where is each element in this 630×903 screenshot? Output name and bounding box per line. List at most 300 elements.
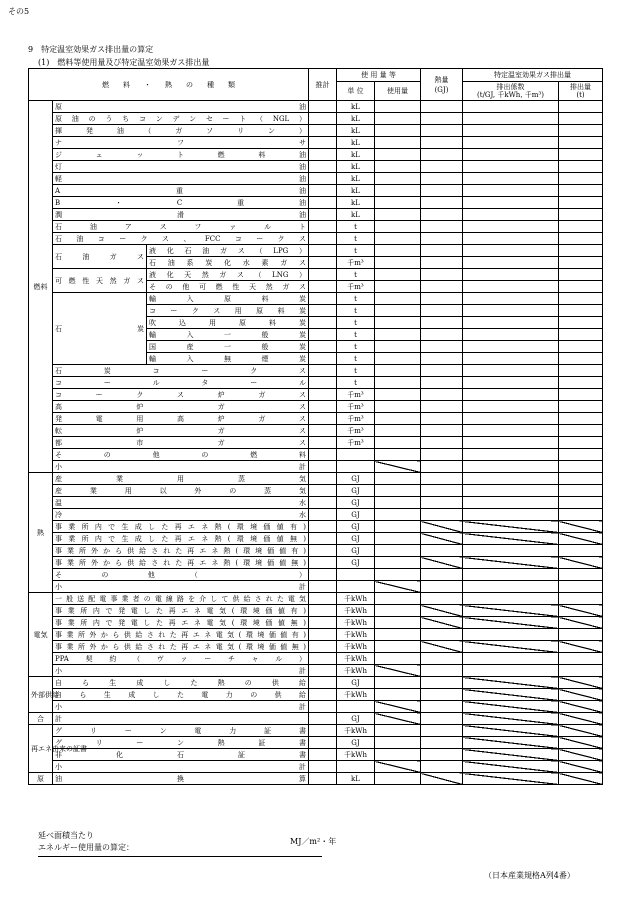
usage-cell[interactable]	[375, 233, 421, 245]
usage-cell[interactable]	[375, 437, 421, 449]
estimate-cell[interactable]	[309, 701, 337, 713]
usage-cell[interactable]	[375, 545, 421, 557]
factor-cell	[463, 521, 559, 533]
table-row	[29, 221, 603, 233]
estimate-cell[interactable]	[309, 389, 337, 401]
row-label: 石油系炭化水素ガス	[147, 257, 309, 269]
factor-cell[interactable]	[463, 413, 559, 425]
heat-cell[interactable]	[421, 245, 463, 257]
heat-cell[interactable]	[421, 593, 463, 605]
usage-cell[interactable]	[375, 125, 421, 137]
factor-cell[interactable]	[463, 629, 559, 641]
estimate-cell[interactable]	[309, 569, 337, 581]
emission-cell[interactable]	[559, 233, 603, 245]
heat-cell[interactable]	[421, 437, 463, 449]
estimate-cell[interactable]	[309, 305, 337, 317]
unit-cell: t	[337, 269, 375, 281]
heat-cell[interactable]	[421, 725, 463, 737]
heat-cell[interactable]	[421, 713, 463, 725]
estimate-cell[interactable]	[309, 773, 337, 785]
usage-cell[interactable]	[375, 413, 421, 425]
emission-cell[interactable]	[559, 281, 603, 293]
estimate-cell[interactable]	[309, 509, 337, 521]
factor-cell[interactable]	[463, 341, 559, 353]
factor-cell[interactable]	[463, 593, 559, 605]
heat-cell[interactable]	[421, 569, 463, 581]
estimate-cell[interactable]	[309, 161, 337, 173]
usage-cell[interactable]	[375, 749, 421, 761]
estimate-cell[interactable]	[309, 341, 337, 353]
table-row	[29, 737, 603, 749]
factor-cell[interactable]	[463, 113, 559, 125]
emission-cell[interactable]	[559, 305, 603, 317]
usage-cell[interactable]	[375, 341, 421, 353]
factor-cell[interactable]	[463, 653, 559, 665]
estimate-cell[interactable]	[309, 317, 337, 329]
usage-cell	[375, 665, 421, 677]
emission-cell[interactable]	[559, 377, 603, 389]
category-certificate: 再エネ由来の証書	[29, 725, 53, 773]
table-row	[29, 485, 603, 497]
estimate-cell[interactable]	[309, 281, 337, 293]
heat-cell[interactable]	[421, 341, 463, 353]
factor-cell[interactable]	[463, 149, 559, 161]
table-row	[29, 197, 603, 209]
factor-cell[interactable]	[463, 221, 559, 233]
table-row	[29, 521, 603, 533]
estimate-cell[interactable]	[309, 581, 337, 593]
heat-cell[interactable]	[421, 125, 463, 137]
estimate-cell[interactable]	[309, 677, 337, 689]
usage-cell[interactable]	[375, 329, 421, 341]
usage-cell[interactable]	[375, 605, 421, 617]
estimate-cell[interactable]	[309, 353, 337, 365]
heat-cell[interactable]	[421, 161, 463, 173]
factor-cell[interactable]	[463, 173, 559, 185]
factor-cell	[463, 773, 559, 785]
factor-cell[interactable]	[463, 461, 559, 473]
unit-cell: t	[337, 377, 375, 389]
estimate-cell[interactable]	[309, 761, 337, 773]
heat-cell[interactable]	[421, 581, 463, 593]
table-row	[29, 413, 603, 425]
usage-cell[interactable]	[375, 173, 421, 185]
factor-cell[interactable]	[463, 353, 559, 365]
heat-cell[interactable]	[421, 485, 463, 497]
estimate-cell[interactable]	[309, 737, 337, 749]
estimate-cell[interactable]	[309, 497, 337, 509]
usage-cell[interactable]	[375, 113, 421, 125]
estimate-cell[interactable]	[309, 713, 337, 725]
factor-cell[interactable]	[463, 437, 559, 449]
heat-cell[interactable]	[421, 389, 463, 401]
usage-cell[interactable]	[375, 677, 421, 689]
unit-cell: 千m³	[337, 413, 375, 425]
heat-cell[interactable]	[421, 173, 463, 185]
estimate-cell[interactable]	[309, 413, 337, 425]
usage-cell[interactable]	[375, 257, 421, 269]
factor-cell[interactable]	[463, 449, 559, 461]
estimate-cell[interactable]	[309, 233, 337, 245]
emission-cell[interactable]	[559, 209, 603, 221]
emission-cell[interactable]	[559, 293, 603, 305]
estimate-cell[interactable]	[309, 605, 337, 617]
unit-cell: 千kWh	[337, 689, 375, 701]
estimate-cell[interactable]	[309, 533, 337, 545]
emission-cell	[559, 605, 603, 617]
heat-cell[interactable]	[421, 137, 463, 149]
heat-cell[interactable]	[421, 317, 463, 329]
heat-cell[interactable]	[421, 401, 463, 413]
emission-cell[interactable]	[559, 365, 603, 377]
unit-cell: 千kWh	[337, 617, 375, 629]
usage-cell[interactable]	[375, 725, 421, 737]
group-coal: 石 炭	[53, 293, 147, 365]
unit-cell: GJ	[337, 677, 375, 689]
heat-cell[interactable]	[421, 677, 463, 689]
emission-cell[interactable]	[559, 329, 603, 341]
estimate-cell[interactable]	[309, 593, 337, 605]
factor-cell[interactable]	[463, 545, 559, 557]
table-row	[29, 233, 603, 245]
factor-cell[interactable]	[463, 365, 559, 377]
emission-cell[interactable]	[559, 545, 603, 557]
unit-cell: GJ	[337, 497, 375, 509]
row-label: 産 業 用 蒸 気	[53, 473, 309, 485]
factor-cell[interactable]	[463, 245, 559, 257]
emission-cell[interactable]	[559, 413, 603, 425]
factor-cell[interactable]	[463, 305, 559, 317]
heat-cell[interactable]	[421, 293, 463, 305]
usage-cell[interactable]	[375, 629, 421, 641]
row-label: 計	[53, 713, 309, 725]
estimate-cell[interactable]	[309, 329, 337, 341]
estimate-cell[interactable]	[309, 137, 337, 149]
factor-cell[interactable]	[463, 473, 559, 485]
factor-cell[interactable]	[463, 161, 559, 173]
row-label: 石油コークス、FCCコークス	[53, 233, 309, 245]
factor-cell[interactable]	[463, 425, 559, 437]
factor-cell[interactable]	[463, 317, 559, 329]
heat-cell[interactable]	[421, 185, 463, 197]
usage-cell[interactable]	[375, 557, 421, 569]
emission-cell[interactable]	[559, 401, 603, 413]
heat-cell[interactable]	[421, 689, 463, 701]
unit-cell: kL	[337, 209, 375, 221]
emission-cell[interactable]	[559, 437, 603, 449]
heat-cell[interactable]	[421, 197, 463, 209]
emission-cell[interactable]	[559, 125, 603, 137]
usage-cell[interactable]	[375, 317, 421, 329]
emission-cell[interactable]	[559, 221, 603, 233]
estimate-cell[interactable]	[309, 629, 337, 641]
emission-cell[interactable]	[559, 581, 603, 593]
row-label: 原油のうちコンデンセート（NGL）	[53, 113, 309, 125]
usage-cell[interactable]	[375, 689, 421, 701]
factor-cell[interactable]	[463, 281, 559, 293]
emission-cell[interactable]	[559, 353, 603, 365]
heat-cell[interactable]	[421, 353, 463, 365]
heat-cell[interactable]	[421, 209, 463, 221]
table-row	[29, 437, 603, 449]
usage-cell[interactable]	[375, 449, 421, 461]
usage-cell[interactable]	[375, 293, 421, 305]
emission-cell[interactable]	[559, 173, 603, 185]
emission-cell	[559, 557, 603, 569]
heat-cell[interactable]	[421, 329, 463, 341]
row-label: 事業所外から供給された再エネ熱(環境価値無)	[53, 557, 309, 569]
emission-cell[interactable]	[559, 245, 603, 257]
factor-cell[interactable]	[463, 509, 559, 521]
estimate-cell[interactable]	[309, 209, 337, 221]
usage-cell[interactable]	[375, 641, 421, 653]
usage-cell[interactable]	[375, 389, 421, 401]
factor-cell[interactable]	[463, 209, 559, 221]
estimate-cell[interactable]	[309, 221, 337, 233]
heat-cell[interactable]	[421, 497, 463, 509]
usage-cell	[375, 461, 421, 473]
unit-cell: t	[337, 353, 375, 365]
factor-cell[interactable]	[463, 377, 559, 389]
emission-cell[interactable]	[559, 317, 603, 329]
usage-cell[interactable]	[375, 185, 421, 197]
heat-cell[interactable]	[421, 449, 463, 461]
heat-cell[interactable]	[421, 113, 463, 125]
emission-cell[interactable]	[559, 653, 603, 665]
usage-cell[interactable]	[375, 221, 421, 233]
usage-cell[interactable]	[375, 425, 421, 437]
usage-cell[interactable]	[375, 569, 421, 581]
usage-cell[interactable]	[375, 353, 421, 365]
usage-cell[interactable]	[375, 377, 421, 389]
estimate-cell[interactable]	[309, 377, 337, 389]
emission-cell	[559, 689, 603, 701]
usage-cell[interactable]	[375, 269, 421, 281]
emission-cell[interactable]	[559, 629, 603, 641]
factor-cell[interactable]	[463, 581, 559, 593]
emission-cell[interactable]	[559, 137, 603, 149]
emission-cell[interactable]	[559, 509, 603, 521]
heat-cell[interactable]	[421, 653, 463, 665]
emission-cell[interactable]	[559, 149, 603, 161]
usage-cell[interactable]	[375, 593, 421, 605]
heat-cell[interactable]	[421, 101, 463, 113]
usage-cell[interactable]	[375, 485, 421, 497]
estimate-cell[interactable]	[309, 197, 337, 209]
heat-cell[interactable]	[421, 737, 463, 749]
factor-cell[interactable]	[463, 257, 559, 269]
factor-cell[interactable]	[463, 485, 559, 497]
factor-cell[interactable]	[463, 497, 559, 509]
factor-cell[interactable]	[463, 101, 559, 113]
usage-cell[interactable]	[375, 137, 421, 149]
estimate-cell[interactable]	[309, 521, 337, 533]
usage-cell[interactable]	[375, 161, 421, 173]
estimate-cell[interactable]	[309, 257, 337, 269]
table-row	[29, 173, 603, 185]
usage-cell[interactable]	[375, 149, 421, 161]
usage-cell[interactable]	[375, 533, 421, 545]
unit-cell: 千kWh	[337, 665, 375, 677]
row-label: 冷 水	[53, 509, 309, 521]
factor-cell[interactable]	[463, 665, 559, 677]
usage-cell[interactable]	[375, 245, 421, 257]
emission-cell[interactable]	[559, 425, 603, 437]
estimate-cell[interactable]	[309, 689, 337, 701]
emission-cell	[559, 701, 603, 713]
usage-cell[interactable]	[375, 773, 421, 785]
emission-cell[interactable]	[559, 341, 603, 353]
emission-cell[interactable]	[559, 389, 603, 401]
heat-cell[interactable]	[421, 281, 463, 293]
emission-cell[interactable]	[559, 269, 603, 281]
heat-cell[interactable]	[421, 413, 463, 425]
unit-cell: 千m³	[337, 389, 375, 401]
estimate-cell[interactable]	[309, 449, 337, 461]
estimate-cell[interactable]	[309, 437, 337, 449]
usage-cell[interactable]	[375, 401, 421, 413]
estimate-cell[interactable]	[309, 749, 337, 761]
usage-cell[interactable]	[375, 281, 421, 293]
heat-cell	[421, 533, 463, 545]
estimate-cell[interactable]	[309, 461, 337, 473]
estimate-cell[interactable]	[309, 425, 337, 437]
estimate-cell[interactable]	[309, 641, 337, 653]
estimate-cell[interactable]	[309, 617, 337, 629]
emission-cell[interactable]	[559, 449, 603, 461]
row-label: 小 計	[53, 581, 309, 593]
usage-cell[interactable]	[375, 521, 421, 533]
table-row	[29, 389, 603, 401]
emission-cell[interactable]	[559, 197, 603, 209]
emission-cell[interactable]	[559, 101, 603, 113]
usage-cell[interactable]	[375, 101, 421, 113]
unit-cell	[337, 761, 375, 773]
usage-cell[interactable]	[375, 473, 421, 485]
heat-cell[interactable]	[421, 749, 463, 761]
estimate-cell[interactable]	[309, 101, 337, 113]
table-row	[29, 461, 603, 473]
table-row	[29, 677, 603, 689]
emission-cell[interactable]	[559, 497, 603, 509]
heat-cell[interactable]	[421, 665, 463, 677]
usage-cell[interactable]	[375, 509, 421, 521]
unit-cell: kL	[337, 137, 375, 149]
estimate-cell[interactable]	[309, 245, 337, 257]
estimate-cell[interactable]	[309, 173, 337, 185]
factor-cell[interactable]	[463, 233, 559, 245]
factor-cell[interactable]	[463, 125, 559, 137]
header-heat: 熱量 (GJ)	[421, 69, 463, 101]
calc-label: 延べ面積当たり エネルギー使用量の算定：	[38, 831, 134, 852]
unit-cell: 千m³	[337, 401, 375, 413]
emission-cell[interactable]	[559, 569, 603, 581]
emission-cell[interactable]	[559, 113, 603, 125]
factor-cell	[463, 689, 559, 701]
estimate-cell[interactable]	[309, 725, 337, 737]
emission-cell[interactable]	[559, 665, 603, 677]
estimate-cell[interactable]	[309, 401, 337, 413]
emission-cell[interactable]	[559, 473, 603, 485]
factor-cell[interactable]	[463, 197, 559, 209]
factor-cell[interactable]	[463, 269, 559, 281]
group-flammable-gas: 可燃性天然ガス	[53, 269, 147, 293]
emission-cell[interactable]	[559, 485, 603, 497]
factor-cell[interactable]	[463, 329, 559, 341]
category-total: 合	[29, 713, 53, 725]
estimate-cell[interactable]	[309, 473, 337, 485]
unit-cell: kL	[337, 125, 375, 137]
emission-cell	[559, 521, 603, 533]
factor-cell[interactable]	[463, 389, 559, 401]
factor-cell[interactable]	[463, 401, 559, 413]
usage-cell[interactable]	[375, 209, 421, 221]
heat-cell[interactable]	[421, 545, 463, 557]
heat-cell[interactable]	[421, 473, 463, 485]
factor-cell[interactable]	[463, 569, 559, 581]
header-unit: 単 位	[337, 82, 375, 101]
heat-cell[interactable]	[421, 365, 463, 377]
emission-cell	[559, 737, 603, 749]
heat-cell[interactable]	[421, 629, 463, 641]
heat-cell[interactable]	[421, 221, 463, 233]
heat-cell[interactable]	[421, 257, 463, 269]
heat-cell[interactable]	[421, 425, 463, 437]
usage-cell[interactable]	[375, 197, 421, 209]
heat-cell[interactable]	[421, 149, 463, 161]
emission-cell[interactable]	[559, 257, 603, 269]
heat-cell[interactable]	[421, 701, 463, 713]
estimate-cell[interactable]	[309, 485, 337, 497]
factor-cell[interactable]	[463, 137, 559, 149]
unit-cell: kL	[337, 101, 375, 113]
heat-cell[interactable]	[421, 305, 463, 317]
heat-cell[interactable]	[421, 461, 463, 473]
emission-cell[interactable]	[559, 593, 603, 605]
estimate-cell[interactable]	[309, 185, 337, 197]
usage-cell[interactable]	[375, 365, 421, 377]
emission-cell[interactable]	[559, 185, 603, 197]
usage-cell[interactable]	[375, 737, 421, 749]
heat-cell[interactable]	[421, 233, 463, 245]
estimate-cell[interactable]	[309, 365, 337, 377]
table-row	[29, 473, 603, 485]
factor-cell[interactable]	[463, 293, 559, 305]
emission-cell[interactable]	[559, 461, 603, 473]
estimate-cell[interactable]	[309, 665, 337, 677]
usage-cell[interactable]	[375, 497, 421, 509]
usage-cell[interactable]	[375, 617, 421, 629]
usage-cell[interactable]	[375, 653, 421, 665]
heat-cell[interactable]	[421, 269, 463, 281]
heat-cell[interactable]	[421, 761, 463, 773]
estimate-cell[interactable]	[309, 149, 337, 161]
heat-cell[interactable]	[421, 377, 463, 389]
estimate-cell[interactable]	[309, 653, 337, 665]
estimate-cell[interactable]	[309, 293, 337, 305]
header-emission: 排出量 (t)	[559, 82, 603, 101]
estimate-cell[interactable]	[309, 113, 337, 125]
estimate-cell[interactable]	[309, 545, 337, 557]
row-label: ジ ェ ッ ト 燃 料 油	[53, 149, 309, 161]
factor-cell[interactable]	[463, 185, 559, 197]
estimate-cell[interactable]	[309, 269, 337, 281]
usage-cell[interactable]	[375, 305, 421, 317]
emission-cell[interactable]	[559, 161, 603, 173]
estimate-cell[interactable]	[309, 557, 337, 569]
estimate-cell[interactable]	[309, 125, 337, 137]
heat-cell[interactable]	[421, 509, 463, 521]
